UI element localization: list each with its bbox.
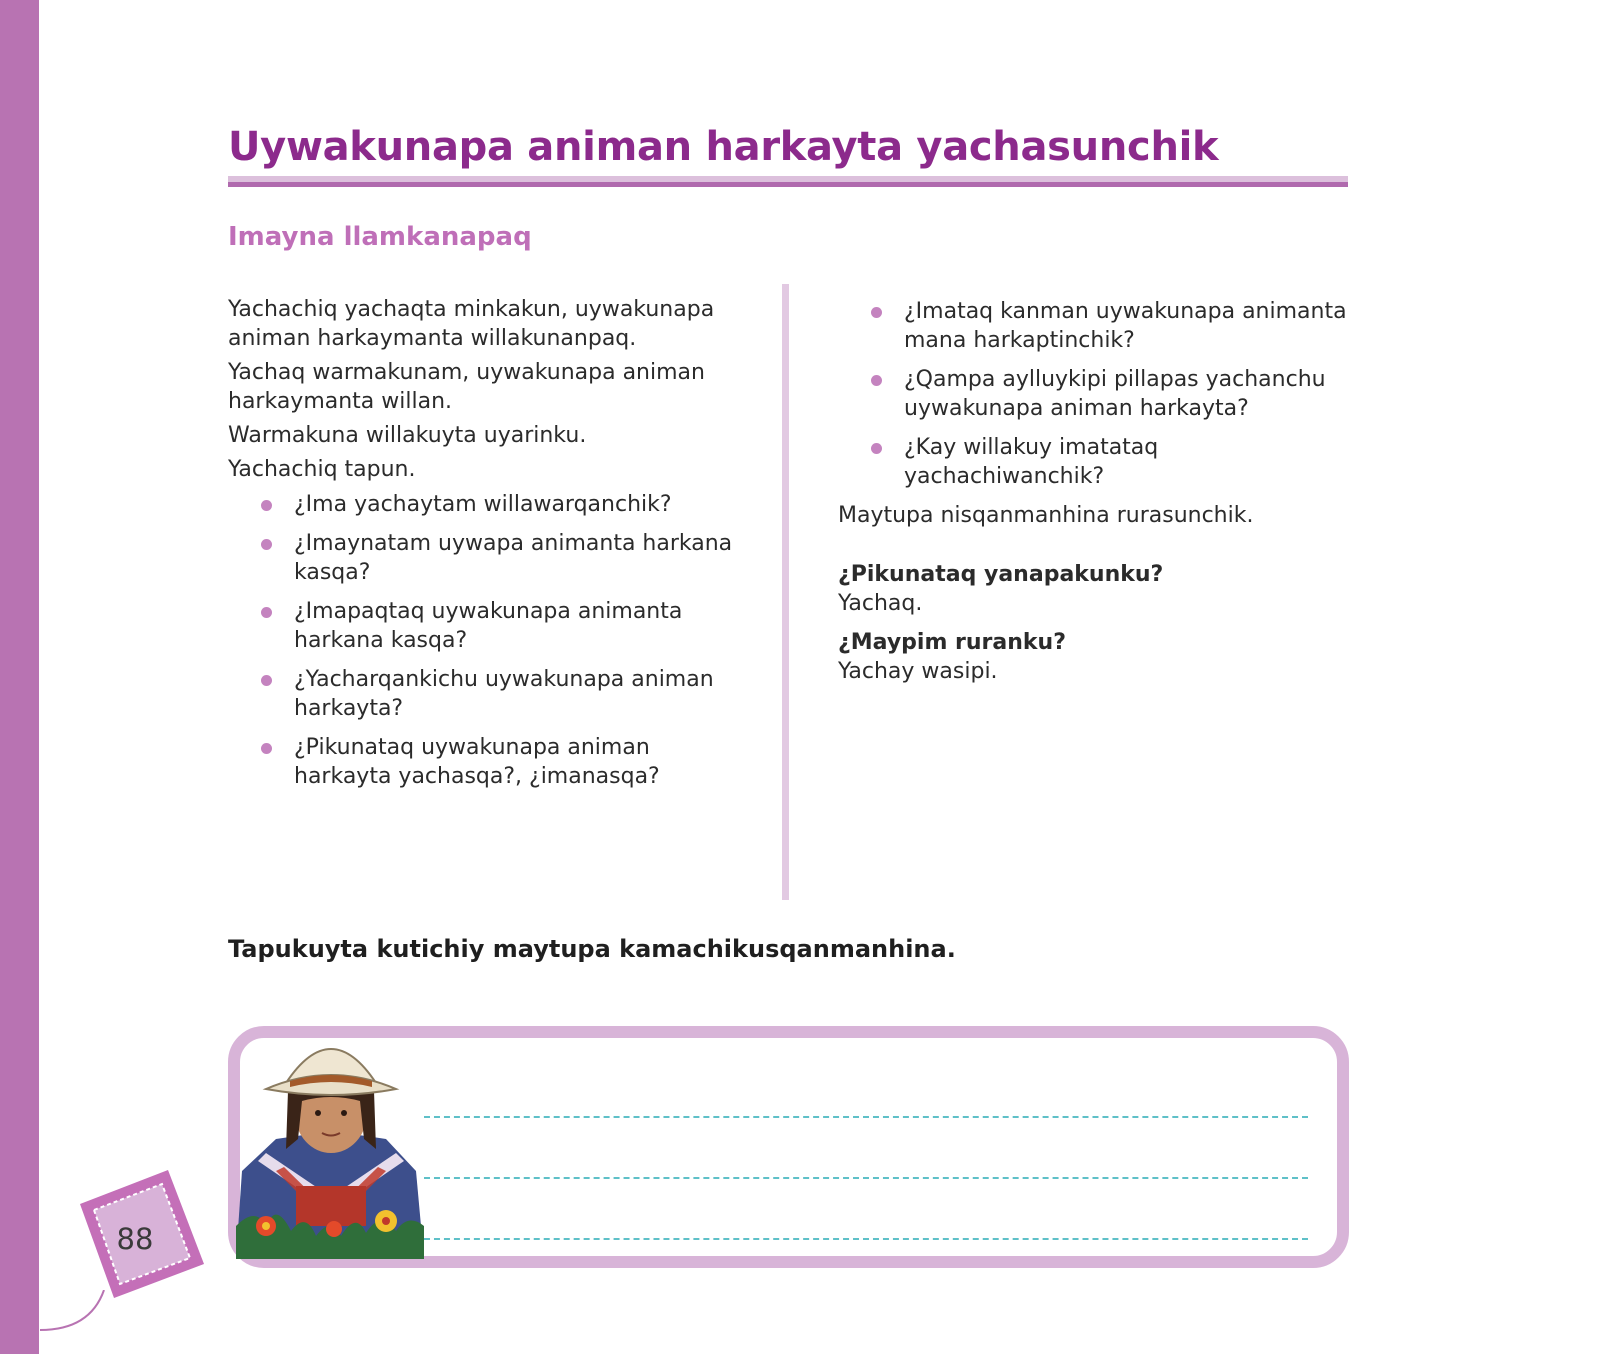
bullet-icon	[871, 307, 882, 318]
paragraph: Yachachiq yachaqta minkakun, uywakunapa animan harkaymanta willakunanpaq.	[228, 297, 715, 351]
list-item: ¿Pikunataq uywakunapa animan harkayta yachasqa?, ¿imanasqa?	[228, 733, 748, 791]
list-item: ¿Ima yachaytam willawarqanchik?	[228, 490, 748, 519]
answer-line[interactable]	[424, 1116, 1308, 1118]
paragraph: Yachaq warmakunam, uywakunapa animan harkaymanta willan.	[228, 360, 705, 414]
girl-with-hat-illustration	[236, 1021, 424, 1259]
list-item: ¿Kay willakuy imatataq yachachiwanchik?	[838, 433, 1358, 491]
answer-line[interactable]	[424, 1177, 1308, 1179]
closing-line: Maytupa nisqanmanhina rurasunchik.	[838, 503, 1254, 528]
question-list	[838, 297, 1358, 491]
paragraph: Warmakuna willakuyta uyarinku.	[228, 423, 587, 448]
page-number: 88	[116, 1222, 154, 1256]
list-item: ¿Yacharqankichu uywakunapa animan harkayta?	[228, 665, 748, 723]
bullet-icon	[261, 500, 272, 511]
title-underline	[228, 176, 1348, 187]
answer-line[interactable]	[424, 1238, 1308, 1240]
question-list	[228, 490, 748, 791]
list-item: ¿Qampa aylluykipi pillapas yachanchu uywakunapa animan harkayta?	[838, 365, 1358, 423]
list-item: ¿Imaynatam uywapa animanta harkana kasqa?	[228, 529, 748, 587]
list-item: ¿Imataq kanman uywakunapa animanta mana harkaptinchik?	[838, 297, 1358, 355]
who-helps-label: ¿Pikunataq yanapakunku?	[838, 562, 1164, 587]
bullet-icon	[871, 443, 882, 454]
bullet-icon	[871, 375, 882, 386]
list-item: ¿Imapaqtaq uywakunapa animanta harkana kasqa?	[228, 597, 748, 655]
who-helps-answer: Yachaq.	[838, 591, 923, 616]
bullet-icon	[261, 743, 272, 754]
section-subtitle: Imayna llamkanapaq	[228, 222, 532, 252]
column-divider	[782, 284, 789, 900]
left-column	[228, 295, 748, 801]
page-title: Uywakunapa animan harkayta yachasunchik	[228, 124, 1219, 170]
paragraph: Yachachiq tapun.	[228, 457, 416, 482]
kite-string-icon	[30, 1290, 120, 1354]
where-label: ¿Maypim ruranku?	[838, 630, 1066, 655]
instruction-text: Tapukuyta kutichiy maytupa kamachikusqanmanhina.	[228, 935, 956, 963]
bullet-icon	[261, 675, 272, 686]
where-answer: Yachay wasipi.	[838, 659, 998, 684]
bullet-icon	[261, 607, 272, 618]
page-side-bar	[0, 0, 39, 1354]
right-column	[838, 297, 1358, 686]
bullet-icon	[261, 539, 272, 550]
